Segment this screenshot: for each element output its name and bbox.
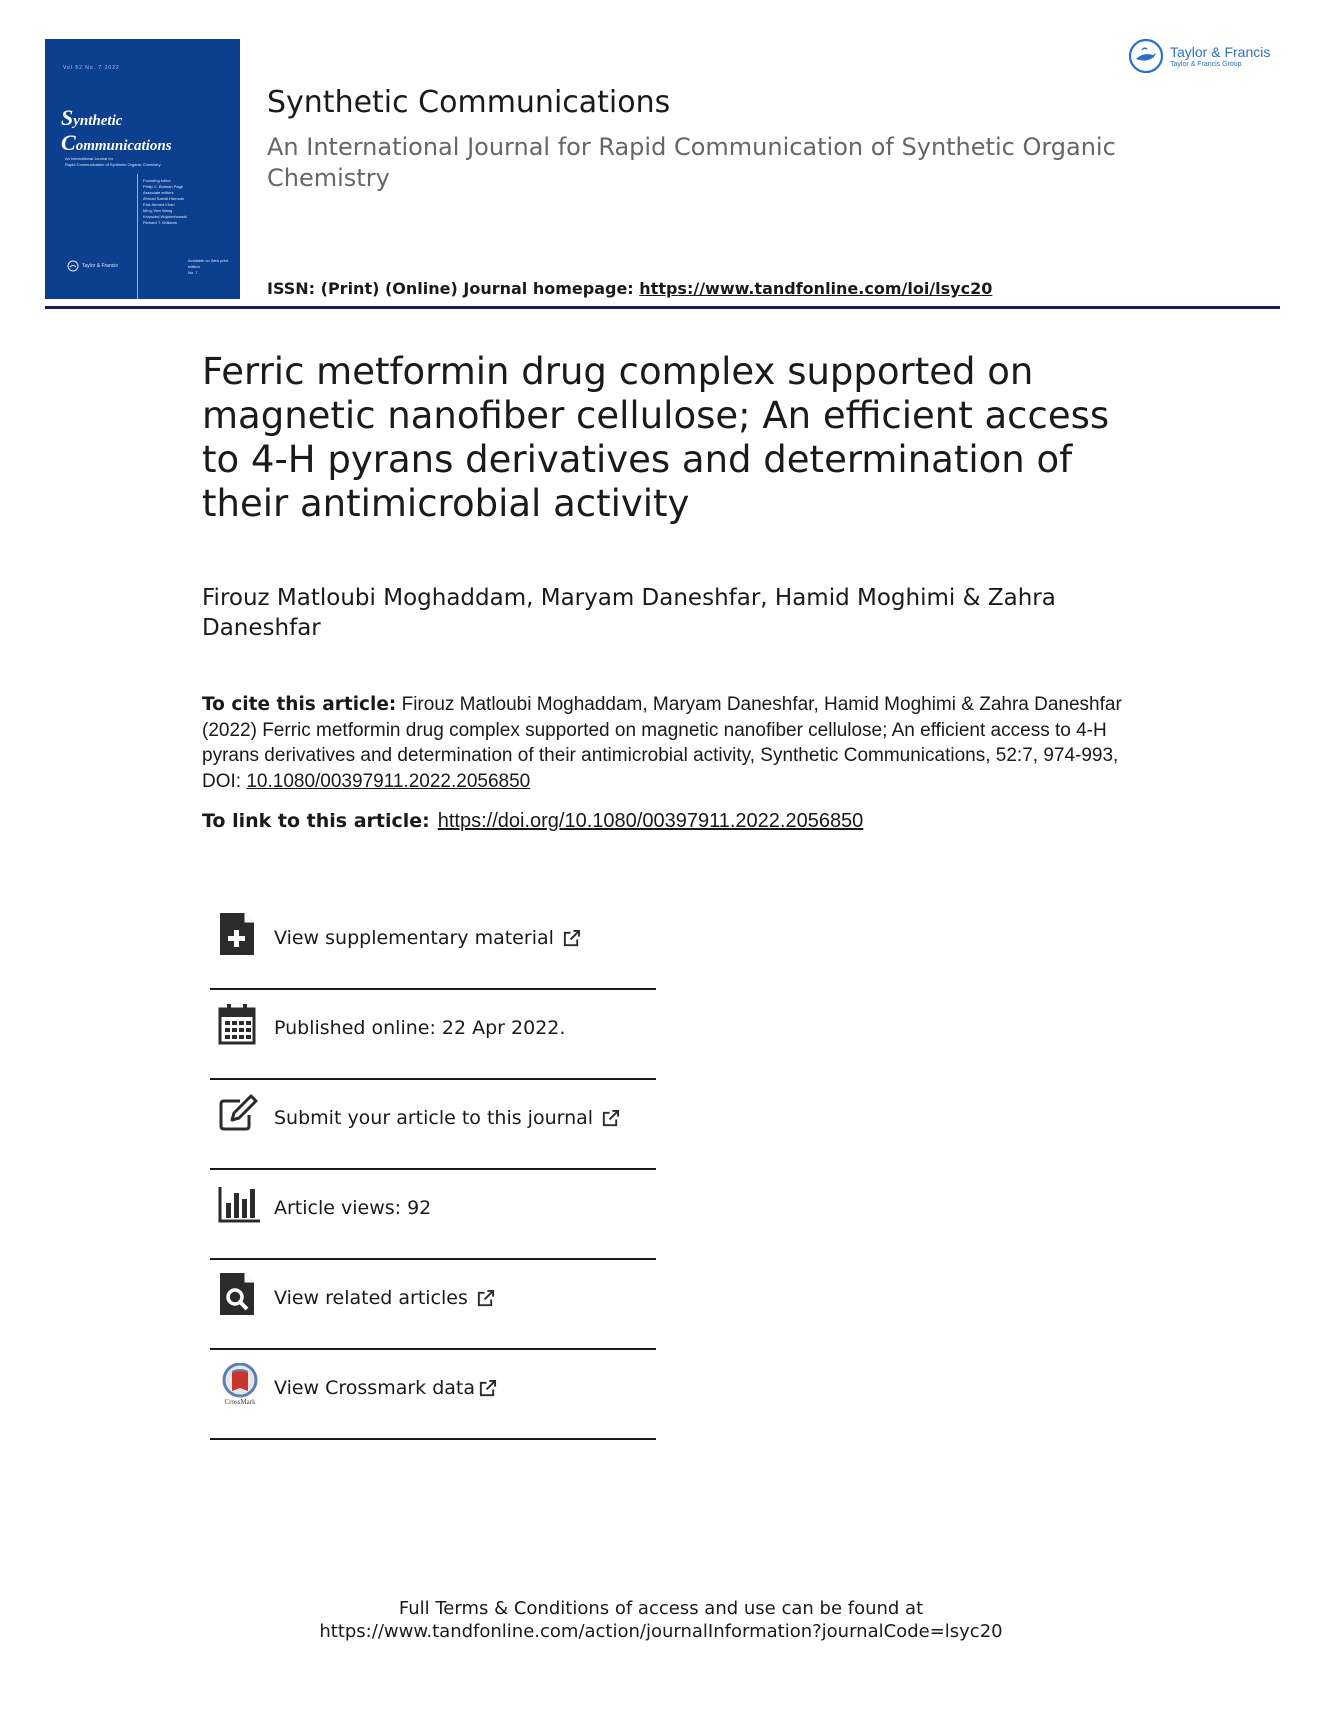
journal-homepage-link[interactable]: https://www.tandfonline.com/loi/lsyc20: [639, 279, 993, 298]
terms-footer: [0, 1597, 1322, 1643]
article-title: Ferric metformin drug complex supported on magnetic nanofiber cellulose; An efficient access to 4-H pyrans derivatives and determination of their antimicrobial activity: [202, 350, 1110, 525]
link-label: To link to this article:: [202, 810, 430, 832]
cover-title: Synthetic Communications: [61, 105, 172, 155]
cover-divider: [137, 174, 138, 299]
crossmark-row[interactable]: [210, 1350, 656, 1440]
published-online-label: Published online: 22 Apr 2022.: [274, 1017, 566, 1039]
publisher-group: Taylor & Francis Group: [1170, 60, 1242, 68]
doi-link[interactable]: 10.1080/00397911.2022.2056850: [246, 770, 531, 792]
external-link-icon: [601, 1109, 620, 1128]
external-link-icon: [562, 929, 581, 948]
submit-article-label: Submit your article to this journal: [274, 1107, 594, 1129]
issn-text: ISSN: (Print) (Online) Journal homepage:: [267, 279, 640, 298]
citation-block: [202, 692, 1142, 794]
related-articles-label: View related articles: [274, 1287, 468, 1309]
publisher-lamp-icon: [67, 260, 79, 272]
file-plus-icon: [218, 913, 258, 955]
related-articles-row[interactable]: [210, 1260, 656, 1350]
terms-line: Full Terms & Conditions of access and use can be found at: [398, 1598, 924, 1619]
taylor-francis-logo[interactable]: [1128, 38, 1270, 74]
article-info-list: [210, 900, 656, 1440]
cover-publisher-logo: Taylor & Francis: [67, 260, 118, 272]
article-views-label: Article views: 92: [274, 1197, 432, 1219]
article-link-line: [202, 810, 863, 833]
journal-subtitle: An International Journal for Rapid Communication of Synthetic Organic Chemistry: [267, 133, 1116, 192]
cite-text: Firouz Matloubi Moghaddam, Maryam Daneshfar, Hamid Moghimi & Zahra Daneshfar (2022) Ferric metformin drug complex supported on magnetic nanofiber cellulose; An efficient access to 4-H pyrans derivatives and determination of their antimicrobial activity, Synthetic Communications, 52:7, 974-993, DOI:: [202, 694, 1122, 792]
terms-url[interactable]: https://www.tandfonline.com/action/journalInformation?journalCode=lsyc20: [319, 1621, 1003, 1642]
journal-cover: [45, 39, 240, 299]
cover-editors: Founding editor Philip C. Bulman Page Associate editors Ahmad Saeidi Hamzah Faiz Ahmed Khan Ming-Yien Wang Krzysztof Wojciechowski Richard T. Williams: [143, 178, 187, 225]
bar-chart-icon: [218, 1183, 262, 1225]
crossmark-logo-text: CrossMark: [224, 1398, 256, 1406]
edit-icon: [218, 1093, 258, 1135]
issn-line: [267, 279, 992, 298]
journal-name: Synthetic Communications: [267, 85, 671, 120]
cover-subtitle: An International Journal for Rapid Communication of Synthetic Organic Chemistry: [65, 156, 161, 167]
publisher-lamp-icon: [1128, 38, 1164, 74]
crossmark-logo: [218, 1363, 262, 1411]
external-link-icon: [478, 1379, 497, 1398]
external-link-icon: [476, 1289, 495, 1308]
article-authors: Firouz Matloubi Moghaddam, Maryam Daneshfar, Hamid Moghimi & Zahra Daneshfar: [202, 585, 1056, 641]
supplementary-material-label: View supplementary material: [274, 927, 554, 949]
article-views-row: [210, 1170, 656, 1260]
crossmark-label: View Crossmark data: [274, 1377, 476, 1399]
crossmark-icon: [218, 1363, 262, 1399]
cover-issue: Available on Web print edition No. 7: [188, 258, 228, 275]
publisher-name: Taylor & Francis: [1170, 43, 1271, 60]
submit-article-row[interactable]: [210, 1080, 656, 1170]
article-doi-url-link[interactable]: https://doi.org/10.1080/00397911.2022.2056850: [437, 810, 864, 832]
supplementary-material-row[interactable]: [210, 900, 656, 990]
published-online-row: [210, 990, 656, 1080]
file-search-icon: [218, 1273, 258, 1315]
calendar-icon: [218, 1003, 258, 1045]
cite-label: To cite this article:: [202, 694, 397, 715]
header-divider: [45, 306, 1280, 309]
cover-volume-line: Vol 52 No. 7 2022: [63, 65, 120, 71]
